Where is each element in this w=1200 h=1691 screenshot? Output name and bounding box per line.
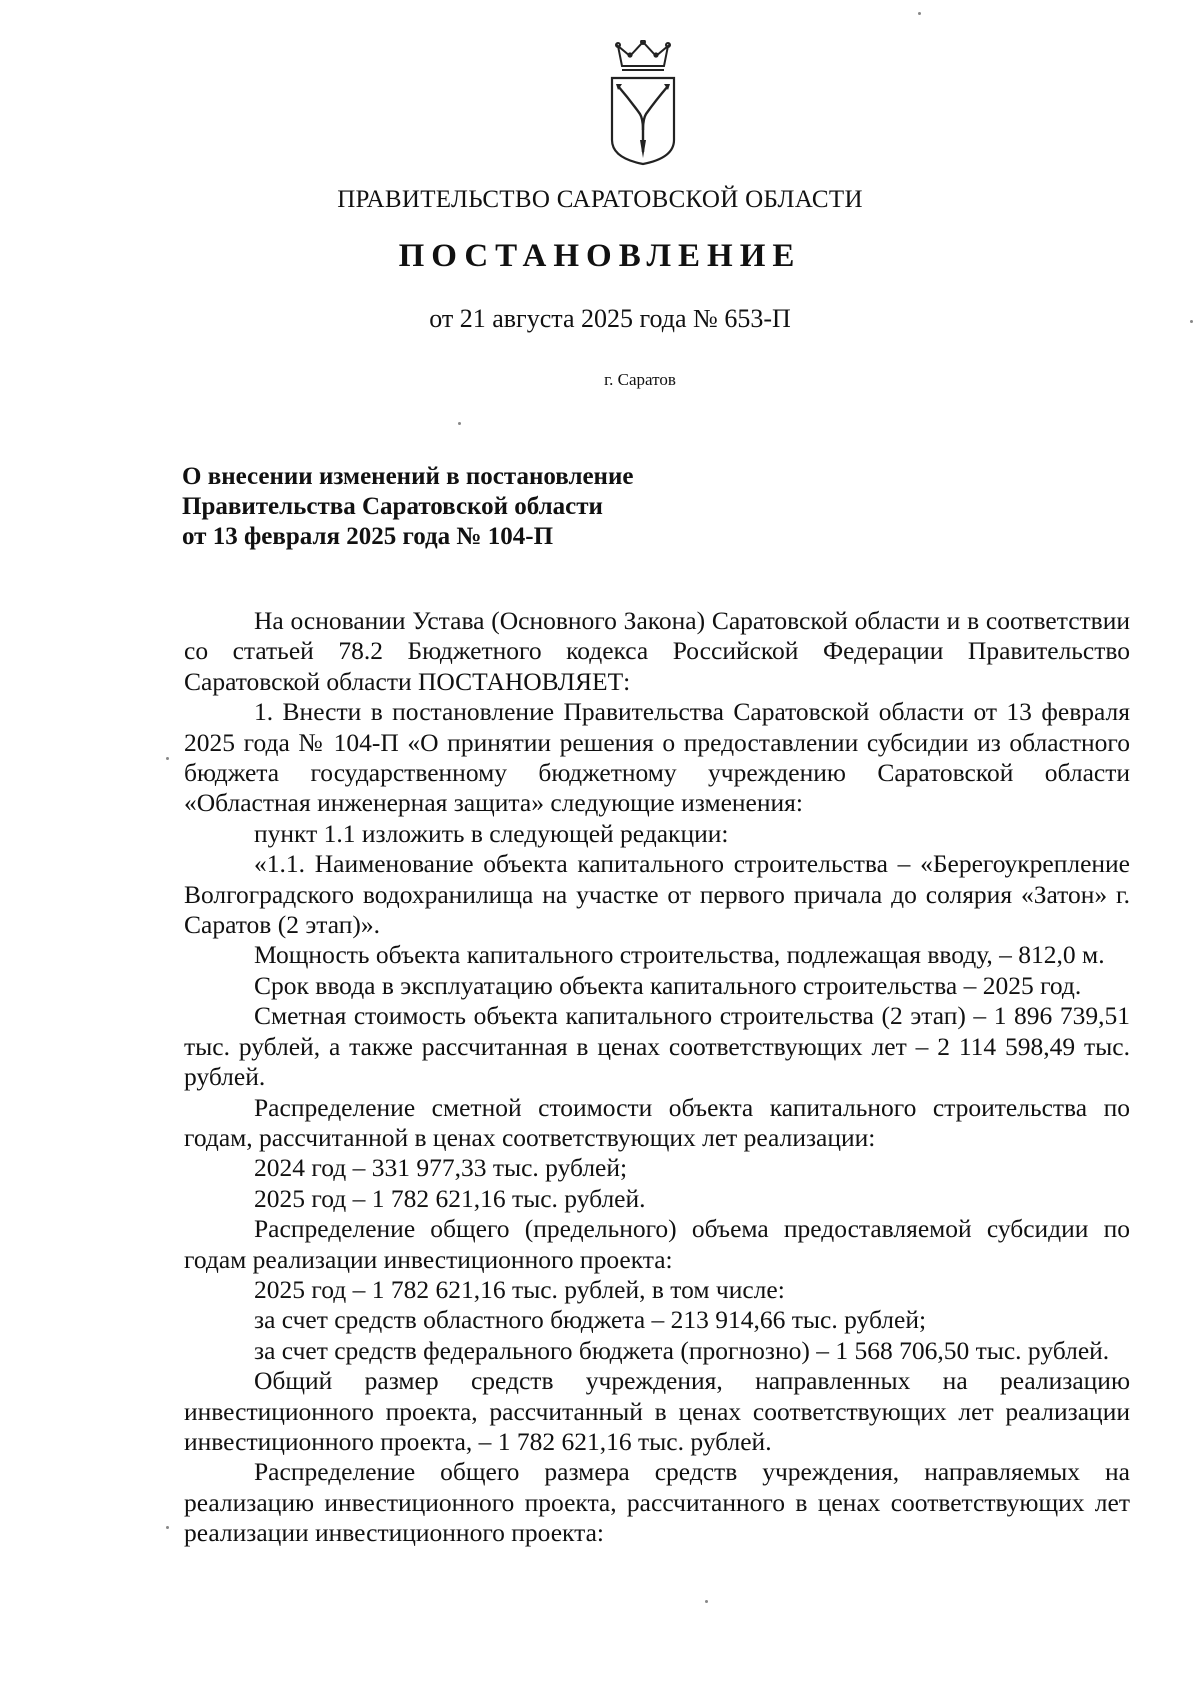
institution-funds-paragraph: Общий размер средств учреждения, направленных на реализацию инвестиционного проекта, рассчитанный в ценах соответствующих лет реализации инвестиционного проекта, – 1 782 621,16 тыс. рублей. <box>184 1366 1130 1456</box>
subsidy-regional-line: за счет средств областного бюджета – 213 914,66 тыс. рублей; <box>254 1305 927 1335</box>
document-subject <box>182 462 633 552</box>
cost-2025-line: 2025 год – 1 782 621,16 тыс. рублей. <box>254 1183 646 1213</box>
scan-speck <box>705 1600 708 1603</box>
subject-line: от 13 февраля 2025 года № 104-П <box>182 523 554 550</box>
estimated-cost-paragraph: Сметная стоимость объекта капитального строительства (2 этап) – 1 896 739,51 тыс. рублей, а также рассчитанная в ценах соответствующих лет – 2 114 598,49 тыс. рублей. <box>184 1001 1130 1092</box>
scan-speck <box>918 12 921 15</box>
subject-line: О внесении изменений в постановление <box>182 463 634 490</box>
subsidy-2025-line: 2025 год – 1 782 621,16 тыс. рублей, в том числе: <box>254 1274 785 1304</box>
document-city: г. Саратов <box>604 370 676 389</box>
commissioning-paragraph: Срок ввода в эксплуатацию объекта капитального строительства – 2025 год. <box>254 970 1082 1000</box>
scan-speck <box>1190 320 1193 323</box>
cost-2024-line: 2024 год – 331 977,33 тыс. рублей; <box>254 1153 628 1183</box>
scan-speck <box>166 1526 169 1529</box>
item-1-1-intro: пункт 1.1 изложить в следующей редакции: <box>254 818 729 848</box>
scan-speck <box>458 422 461 425</box>
subsidy-federal-line: за счет средств федерального бюджета (прогнозно) – 1 568 706,50 тыс. рублей. <box>254 1335 1110 1365</box>
document-body <box>184 606 1130 1549</box>
document-date-number: от 21 августа 2025 года № 653-П <box>429 304 791 333</box>
subject-line: Правительства Саратовской области <box>182 493 603 520</box>
institution-distribution-intro: Распределение общего размера средств учреждения, направляемых на реализацию инвестиционного проекта, рассчитанного в ценах соответствующих лет реализации инвестиционного проекта: <box>184 1457 1130 1548</box>
cost-distribution-intro: Распределение сметной стоимости объекта капитального строительства по годам, рассчитанной в ценах соответствующих лет реализации: <box>184 1092 1130 1152</box>
government-name: ПРАВИТЕЛЬСТВО САРАТОВСКОЙ ОБЛАСТИ <box>337 186 863 213</box>
preamble-paragraph: На основании Устава (Основного Закона) Саратовской области и в соответствии со статьей 78.2 Бюджетного кодекса Российской Федерации Правительство Саратовской области ПОСТАНОВЛЯЕТ: <box>184 606 1130 696</box>
coat-of-arms-icon <box>604 40 682 168</box>
capacity-paragraph: Мощность объекта капитального строительства, подлежащая вводу, – 812,0 м. <box>254 940 1105 970</box>
item-1-paragraph: 1. Внести в постановление Правительства Саратовской области от 13 февраля 2025 года № 104-П «О принятии решения о предоставлении субсидии из областного бюджета государственному бюджетному учреждению Саратовской области «Областная инженерная защита» следующие изменения: <box>184 697 1130 818</box>
subsidy-distribution-intro: Распределение общего (предельного) объема предоставляемой субсидии по годам реализации инвестиционного проекта: <box>184 1214 1130 1274</box>
scan-speck <box>166 757 169 760</box>
document-type: ПОСТАНОВЛЕНИЕ <box>398 238 802 274</box>
object-name-paragraph: «1.1. Наименование объекта капитального строительства – «Берегоукрепление Волгоградского водохранилища на участке от первого причала до солярия «Затон» г. Саратов (2 этап)». <box>184 849 1130 940</box>
